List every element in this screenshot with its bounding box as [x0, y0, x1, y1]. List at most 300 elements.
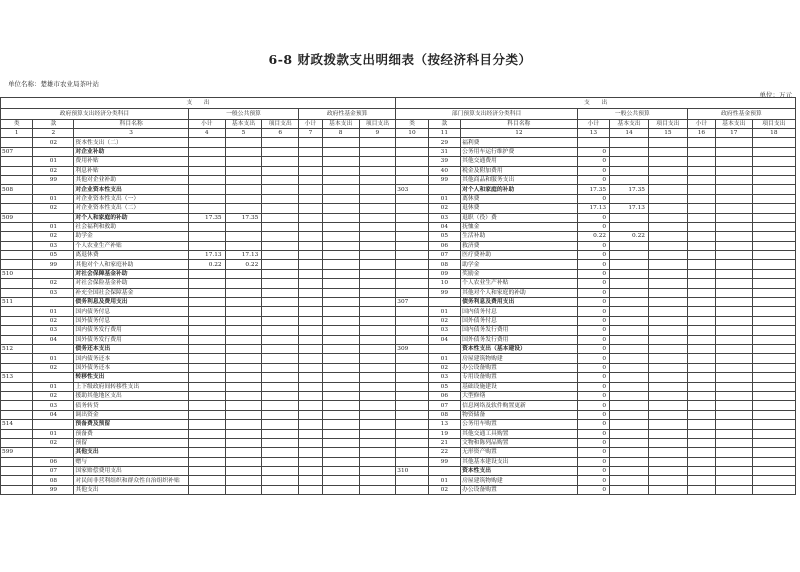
right-cell	[687, 241, 715, 250]
left-cell	[188, 307, 225, 316]
right-cell	[610, 335, 649, 344]
left-cell	[262, 213, 299, 222]
right-cell	[715, 204, 752, 213]
table-row	[1, 429, 796, 438]
right-cell: 办公设备购置	[461, 363, 578, 372]
left-cell	[262, 326, 299, 335]
left-cell	[225, 269, 262, 278]
right-cell: 离休费	[461, 194, 578, 203]
right-cell: 0	[577, 147, 609, 156]
left-cell	[1, 391, 33, 400]
left-cell	[262, 260, 299, 269]
table-row	[1, 326, 796, 335]
right-cell	[687, 420, 715, 429]
table-row	[1, 485, 796, 494]
left-cell	[299, 326, 323, 335]
right-cell	[396, 382, 428, 391]
right-cell: 01	[428, 476, 460, 485]
left-cell	[225, 420, 262, 429]
left-cell	[1, 316, 33, 325]
right-cell	[610, 279, 649, 288]
left-cell	[1, 288, 33, 297]
right-cell: 奖励金	[461, 269, 578, 278]
left-cell	[322, 251, 359, 260]
left-cell	[188, 269, 225, 278]
left-cell	[299, 241, 323, 250]
left-cell	[33, 269, 74, 278]
left-cell	[225, 373, 262, 382]
right-cell	[648, 476, 687, 485]
left-cell: 国外债务发行费用	[74, 335, 188, 344]
left-cell	[359, 410, 396, 419]
left-cell	[225, 166, 262, 175]
right-cell	[610, 410, 649, 419]
right-cell	[752, 175, 795, 184]
left-cell: 508	[1, 185, 33, 194]
table-row	[1, 354, 796, 363]
right-cell	[648, 448, 687, 457]
right-cell: 17.35	[577, 185, 609, 194]
left-cell	[1, 175, 33, 184]
left-cell	[188, 279, 225, 288]
right-cell	[715, 260, 752, 269]
left-cell	[299, 147, 323, 156]
left-cell	[322, 232, 359, 241]
left-cell	[299, 232, 323, 241]
left-cell	[33, 185, 74, 194]
right-cell	[396, 213, 428, 222]
right-cell	[715, 363, 752, 372]
right-cell	[648, 438, 687, 447]
right-cell	[715, 138, 752, 147]
left-cell	[188, 204, 225, 213]
right-cell	[752, 429, 795, 438]
left-cell	[1, 138, 33, 147]
left-cell	[299, 222, 323, 231]
right-cell	[715, 279, 752, 288]
right-cell	[648, 335, 687, 344]
left-cell	[359, 222, 396, 231]
right-cell	[715, 344, 752, 353]
col-basic: 基本支出	[715, 120, 752, 129]
expenditure-table	[0, 97, 796, 495]
right-cell: 07	[428, 401, 460, 410]
left-cell	[188, 429, 225, 438]
left-cell	[225, 204, 262, 213]
right-cell	[396, 288, 428, 297]
left-cell	[299, 467, 323, 476]
column-number: 16	[687, 129, 715, 138]
left-cell	[322, 269, 359, 278]
left-cell	[262, 476, 299, 485]
unit-name: 单位名称：楚雄市农业局茶叶站	[8, 80, 99, 88]
left-cell	[262, 467, 299, 476]
left-cell: 0.22	[225, 260, 262, 269]
left-cell	[299, 194, 323, 203]
right-cell	[648, 279, 687, 288]
col-lei: 类	[1, 120, 33, 129]
table-row	[1, 335, 796, 344]
left-cell: 17.13	[188, 251, 225, 260]
left-cell: 01	[33, 194, 74, 203]
left-cell	[225, 222, 262, 231]
col-subtotal: 小计	[687, 120, 715, 129]
left-cell: 0.22	[188, 260, 225, 269]
right-cell: 10	[428, 279, 460, 288]
right-cell	[396, 335, 428, 344]
left-cell	[262, 279, 299, 288]
right-cell	[648, 429, 687, 438]
right-cell: 退职（役）费	[461, 213, 578, 222]
right-cell	[396, 279, 428, 288]
right-cell	[687, 166, 715, 175]
left-cell	[188, 467, 225, 476]
col-project: 项目支出	[359, 120, 396, 129]
left-cell	[299, 307, 323, 316]
table-row	[1, 241, 796, 250]
left-cell: 利息补贴	[74, 166, 188, 175]
right-cell	[648, 194, 687, 203]
right-cell	[577, 138, 609, 147]
left-cell	[262, 147, 299, 156]
right-cell	[687, 344, 715, 353]
table-row	[1, 448, 796, 457]
right-cell	[396, 420, 428, 429]
right-cell	[396, 194, 428, 203]
right-cell: 0	[577, 457, 609, 466]
left-cell	[299, 298, 323, 307]
left-cell	[225, 335, 262, 344]
left-cell	[33, 448, 74, 457]
col-subject-name: 科目名称	[461, 120, 578, 129]
right-cell	[396, 410, 428, 419]
left-cell	[225, 157, 262, 166]
left-cell	[1, 232, 33, 241]
table-row	[1, 438, 796, 447]
right-cell	[610, 194, 649, 203]
left-cell: 05	[33, 251, 74, 260]
left-cell	[225, 457, 262, 466]
left-cell	[33, 298, 74, 307]
right-cell	[648, 138, 687, 147]
right-cell: 专用设备购置	[461, 373, 578, 382]
table-row	[1, 344, 796, 353]
right-cell: 房屋建筑物购建	[461, 476, 578, 485]
right-cell	[610, 222, 649, 231]
right-cell: 对个人和家庭的补助	[461, 185, 578, 194]
right-cell: 资本性支出	[461, 467, 578, 476]
right-cell	[428, 467, 460, 476]
right-cell	[396, 373, 428, 382]
left-cell	[262, 194, 299, 203]
right-cell	[687, 298, 715, 307]
right-cell: 其他交通费用	[461, 157, 578, 166]
right-cell: 0	[577, 279, 609, 288]
left-cell	[299, 288, 323, 297]
left-cell	[188, 391, 225, 400]
table-row	[1, 185, 796, 194]
left-cell	[299, 204, 323, 213]
left-cell	[1, 467, 33, 476]
left-cell	[262, 307, 299, 316]
left-cell	[359, 373, 396, 382]
right-cell	[715, 157, 752, 166]
left-cell	[262, 401, 299, 410]
left-cell	[359, 335, 396, 344]
right-cell	[396, 307, 428, 316]
left-cell	[1, 354, 33, 363]
left-cell: 17.35	[188, 213, 225, 222]
left-cell	[322, 448, 359, 457]
left-cell: 费用补贴	[74, 157, 188, 166]
right-cell	[752, 335, 795, 344]
column-number: 12	[461, 129, 578, 138]
right-cell	[687, 316, 715, 325]
right-cell	[648, 326, 687, 335]
right-cell: 债务利息及费用支出	[461, 298, 578, 307]
left-cell	[1, 485, 33, 494]
left-cell	[1, 335, 33, 344]
left-cell	[225, 138, 262, 147]
left-cell	[359, 354, 396, 363]
right-cell	[715, 307, 752, 316]
left-cell: 国内债务还本	[74, 354, 188, 363]
right-cell	[715, 241, 752, 250]
column-number: 11	[428, 129, 460, 138]
right-cell	[396, 429, 428, 438]
right-cell: 抚恤金	[461, 222, 578, 231]
right-cell	[687, 232, 715, 241]
left-cell: 资本性支出（二）	[74, 138, 188, 147]
left-cell	[188, 185, 225, 194]
right-cell: 0	[577, 429, 609, 438]
table-row	[1, 251, 796, 260]
right-cell: 资本性支出（基本建设）	[461, 344, 578, 353]
left-cell	[262, 373, 299, 382]
right-cell	[396, 175, 428, 184]
left-cell	[1, 157, 33, 166]
left-cell	[322, 363, 359, 372]
right-cell	[752, 269, 795, 278]
left-cell	[299, 485, 323, 494]
left-cell: 03	[33, 288, 74, 297]
right-cell: 0	[577, 401, 609, 410]
left-cell: 其他支出	[74, 485, 188, 494]
left-cell	[322, 382, 359, 391]
table-row	[1, 204, 796, 213]
right-cell	[648, 354, 687, 363]
left-cell	[225, 185, 262, 194]
left-cell	[359, 429, 396, 438]
left-cell	[262, 166, 299, 175]
right-cell: 99	[428, 175, 460, 184]
right-cell	[610, 213, 649, 222]
left-cell: 转移性支出	[74, 373, 188, 382]
right-cell: 21	[428, 438, 460, 447]
left-cell	[299, 316, 323, 325]
left-cell	[1, 279, 33, 288]
right-cell	[752, 326, 795, 335]
left-cell	[262, 241, 299, 250]
left-cell	[188, 335, 225, 344]
left-cell	[359, 185, 396, 194]
right-cell	[648, 147, 687, 156]
right-cell	[648, 232, 687, 241]
table-row	[1, 363, 796, 372]
right-cell: 29	[428, 138, 460, 147]
right-cell	[687, 222, 715, 231]
right-cell	[752, 354, 795, 363]
right-cell: 国外债务付息	[461, 316, 578, 325]
left-cell	[188, 194, 225, 203]
right-cell	[396, 138, 428, 147]
right-cell	[715, 251, 752, 260]
left-cell	[262, 354, 299, 363]
left-cell: 其他对个人和家庭补助	[74, 260, 188, 269]
right-cell	[687, 363, 715, 372]
left-cell	[1, 241, 33, 250]
right-cell	[428, 298, 460, 307]
left-cell	[299, 138, 323, 147]
left-cell	[322, 344, 359, 353]
right-cell	[752, 316, 795, 325]
col-basic: 基本支出	[225, 120, 262, 129]
left-cell	[299, 391, 323, 400]
left-cell	[188, 147, 225, 156]
left-cell: 02	[33, 279, 74, 288]
right-cell: 0	[577, 260, 609, 269]
left-cell	[188, 354, 225, 363]
left-cell	[359, 307, 396, 316]
table-row	[1, 279, 796, 288]
right-cell	[648, 166, 687, 175]
table-row	[1, 382, 796, 391]
right-cell	[752, 485, 795, 494]
right-cell	[687, 213, 715, 222]
left-cell	[322, 476, 359, 485]
right-cell	[752, 307, 795, 316]
right-cell: 福利费	[461, 138, 578, 147]
right-cell	[610, 363, 649, 372]
right-cell: 22	[428, 448, 460, 457]
right-cell	[715, 382, 752, 391]
right-cell	[648, 401, 687, 410]
right-cell	[396, 326, 428, 335]
column-number: 17	[715, 129, 752, 138]
table-row	[1, 232, 796, 241]
left-cell	[225, 391, 262, 400]
left-cell: 02	[33, 363, 74, 372]
left-cell	[188, 401, 225, 410]
right-cell: 0	[577, 391, 609, 400]
right-cell: 0	[577, 448, 609, 457]
table-row	[1, 410, 796, 419]
left-cell	[359, 476, 396, 485]
right-cell	[752, 147, 795, 156]
left-cell	[322, 138, 359, 147]
left-cell	[188, 344, 225, 353]
left-cell: 调出资金	[74, 410, 188, 419]
left-gov-budget-header: 政府预算支出经济分类科目	[1, 109, 189, 120]
left-cell	[188, 241, 225, 250]
right-cell	[687, 438, 715, 447]
right-cell	[752, 166, 795, 175]
right-cell: 99	[428, 288, 460, 297]
left-cell	[359, 213, 396, 222]
right-cell: 0.22	[610, 232, 649, 241]
right-cell	[648, 260, 687, 269]
left-cell: 预备费及预留	[74, 420, 188, 429]
right-cell	[428, 344, 460, 353]
right-cell	[648, 241, 687, 250]
left-cell	[322, 354, 359, 363]
right-cell	[396, 222, 428, 231]
left-cell: 补充全国社会保障基金	[74, 288, 188, 297]
right-cell	[610, 298, 649, 307]
right-cell	[396, 391, 428, 400]
left-cell	[262, 175, 299, 184]
right-cell	[715, 373, 752, 382]
right-cell: 17.35	[610, 185, 649, 194]
left-cell	[299, 382, 323, 391]
left-cell	[299, 157, 323, 166]
right-cell: 文物和陈列品购置	[461, 438, 578, 447]
column-number: 3	[74, 129, 188, 138]
right-cell	[648, 382, 687, 391]
right-cell	[610, 344, 649, 353]
right-cell	[687, 373, 715, 382]
left-cell	[1, 410, 33, 419]
left-cell: 对企业资本性支出（一）	[74, 194, 188, 203]
right-cell	[752, 251, 795, 260]
right-cell	[715, 438, 752, 447]
left-cell	[1, 429, 33, 438]
right-cell	[752, 410, 795, 419]
table-row	[1, 307, 796, 316]
right-cell: 0	[577, 175, 609, 184]
right-cell	[648, 420, 687, 429]
right-cell	[687, 335, 715, 344]
left-cell	[359, 382, 396, 391]
right-cell	[648, 391, 687, 400]
left-cell	[225, 429, 262, 438]
right-cell: 0	[577, 410, 609, 419]
right-cell	[610, 138, 649, 147]
left-cell	[262, 157, 299, 166]
right-cell	[396, 251, 428, 260]
left-cell	[299, 279, 323, 288]
right-cell	[715, 429, 752, 438]
left-cell: 离退休费	[74, 251, 188, 260]
right-cell	[752, 204, 795, 213]
column-number: 10	[396, 129, 428, 138]
right-cell	[752, 260, 795, 269]
right-cell	[752, 157, 795, 166]
left-cell	[262, 204, 299, 213]
left-cell	[322, 260, 359, 269]
col-kuan: 款	[33, 120, 74, 129]
right-cell: 0	[577, 438, 609, 447]
right-cell	[687, 251, 715, 260]
right-cell: 大型修缮	[461, 391, 578, 400]
right-cell	[610, 307, 649, 316]
left-cell	[225, 401, 262, 410]
column-number: 14	[610, 129, 649, 138]
right-cell: 05	[428, 382, 460, 391]
left-cell	[1, 307, 33, 316]
table-row	[1, 316, 796, 325]
left-cell	[1, 363, 33, 372]
